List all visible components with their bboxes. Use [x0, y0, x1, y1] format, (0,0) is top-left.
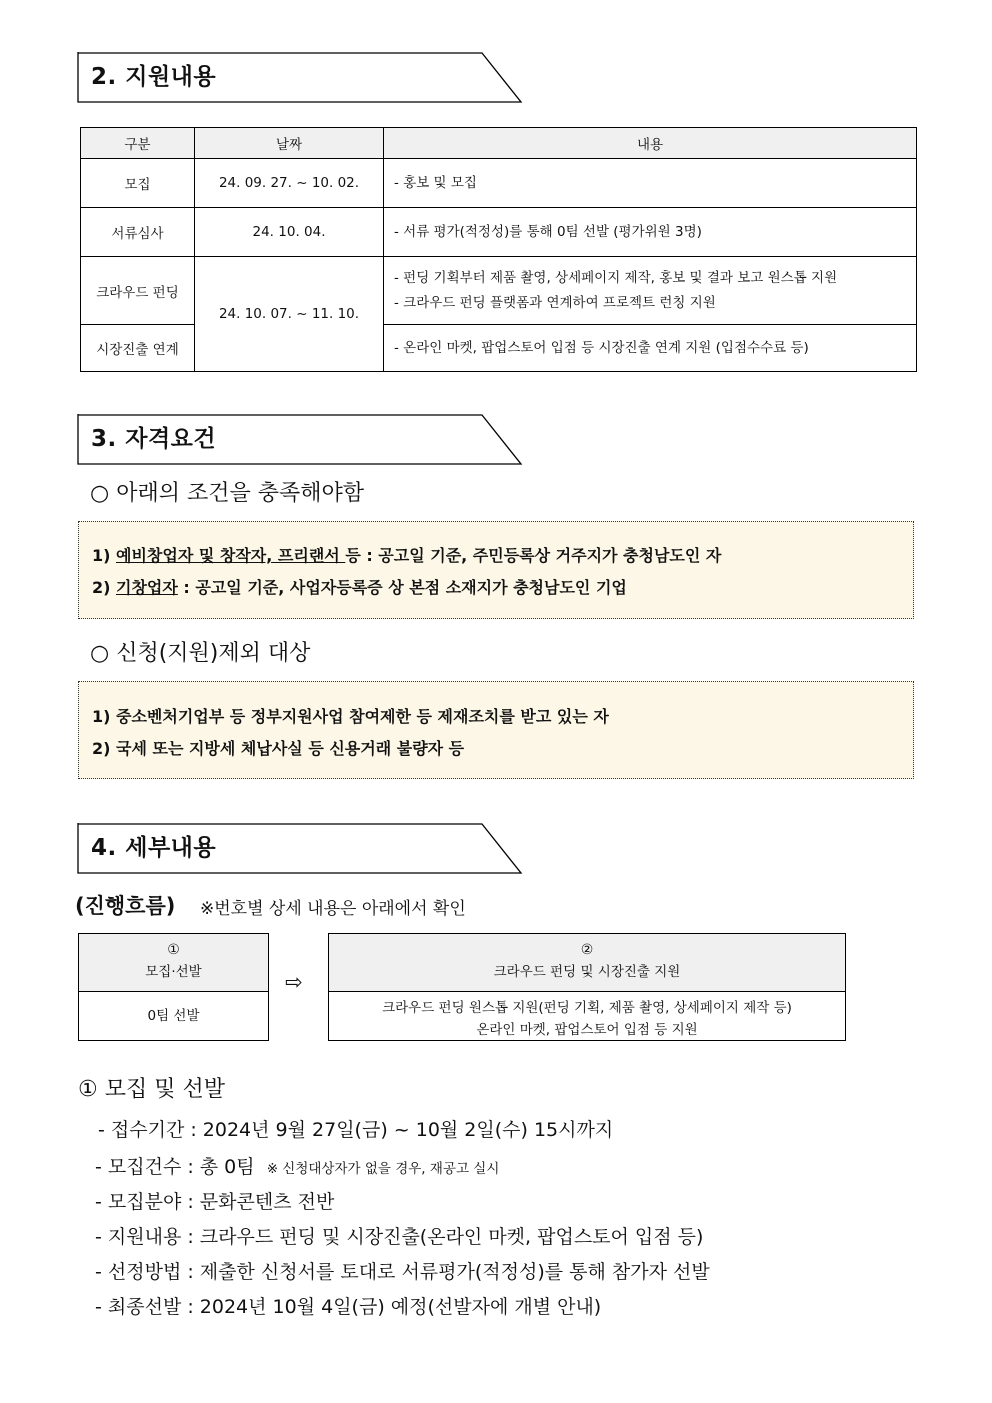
flow-step-header: [79, 934, 268, 992]
item-subject: 기창업자: [116, 578, 178, 597]
section-2-header: [77, 52, 522, 104]
exclusion-box: [78, 681, 914, 779]
step-body-line: 크라우드 펀딩 원스톱 지원(펀딩 기획, 제품 촬영, 상세페이지 제작 등): [382, 1000, 792, 1016]
condition-box: [78, 521, 914, 619]
cell-category: 시장진출 연계: [81, 325, 195, 372]
detail-item: - 선정방법 : 제출한 신청서를 토대로 서류평가(적정성)를 통해 참가자 선발: [95, 1261, 710, 1283]
cell-content: - 온라인 마켓, 팝업스토어 입점 등 시장진출 연계 지원 (입점수수료 등): [384, 325, 917, 372]
table-row: [81, 159, 917, 208]
cell-date: 24. 10. 04.: [195, 208, 384, 257]
header-content: 내용: [384, 128, 917, 159]
schedule-table: [80, 127, 917, 372]
flow-step-2: [328, 933, 846, 1041]
item-text: : 공고일 기준, 사업자등록증 상 본점 소재지가 충청남도인 기업: [177, 578, 627, 597]
header-date: 날짜: [195, 128, 384, 159]
table-row: [81, 208, 917, 257]
flow-label: (진행흐름): [75, 894, 176, 918]
cell-date: 24. 09. 27. ~ 10. 02.: [195, 159, 384, 208]
detail-item: - 모집분야 : 문화콘텐츠 전반: [95, 1191, 335, 1213]
flow-note: ※번호별 상세 내용은 아래에서 확인: [200, 899, 466, 919]
subsection-heading: ① 모집 및 선발: [78, 1077, 225, 1102]
section-3-header: [77, 414, 522, 466]
step-title: 크라우드 펀딩 및 시장진출 지원: [493, 964, 681, 980]
item-subject: 예비창업자 및 창작자, 프리랜서: [116, 546, 346, 565]
table-header-row: [81, 128, 917, 159]
cell-content: [384, 257, 917, 325]
arrow-right-icon: ⇨: [285, 970, 303, 994]
table-row: [81, 257, 917, 325]
detail-item: - 지원내용 : 크라우드 펀딩 및 시장진출(온라인 마켓, 팝업스토어 입점 등): [95, 1226, 704, 1248]
detail-note: ※ 신청대상자가 없을 경우, 재공고 실시: [266, 1161, 500, 1177]
content-line: - 크라우드 펀딩 플랫폼과 연계하여 프로젝트 런칭 지원: [394, 294, 716, 311]
cell-date: 24. 10. 07. ~ 11. 10.: [195, 257, 384, 372]
cell-content: - 홍보 및 모집: [384, 159, 917, 208]
flow-step-1: [78, 933, 269, 1041]
step-number: ②: [580, 942, 594, 958]
detail-item: [95, 1152, 499, 1179]
exclusion-heading: ○ 신청(지원)제외 대상: [90, 641, 311, 666]
step-body: 0팀 선발: [147, 1008, 200, 1024]
detail-item: - 접수기간 : 2024년 9월 27일(금) ~ 10월 2일(수) 15시까지: [98, 1119, 614, 1141]
section-title: 2. 지원내용: [91, 64, 217, 90]
item-text: 등 : 공고일 기준, 주민등록상 거주지가 충청남도인 자: [345, 546, 722, 565]
exclusion-item: 1) 중소벤처기업부 등 정부지원사업 참여제한 등 제재조치를 받고 있는 자: [92, 707, 609, 726]
condition-item: [92, 575, 627, 598]
content-line: - 펀딩 기획부터 제품 촬영, 상세페이지 제작, 홍보 및 결과 보고 원스톱 지원: [394, 269, 838, 286]
section-title: 4. 세부내용: [91, 835, 217, 861]
cell-category: 서류심사: [81, 208, 195, 257]
detail-label: - 모집건수 : 총 0팀: [95, 1156, 255, 1178]
item-number: 2): [92, 578, 117, 597]
condition-heading: ○ 아래의 조건을 충족해야함: [90, 481, 364, 506]
condition-item: [92, 543, 721, 566]
step-title: 모집·선발: [145, 964, 202, 980]
item-number: 1): [92, 546, 117, 565]
header-category: 구분: [81, 128, 195, 159]
cell-category: 모집: [81, 159, 195, 208]
flow-step-header: [329, 934, 845, 992]
detail-item: - 최종선발 : 2024년 10월 4일(금) 예정(선발자에 개별 안내): [95, 1296, 602, 1318]
step-body-line: 온라인 마켓, 팝업스토어 입점 등 지원: [476, 1022, 698, 1038]
section-title: 3. 자격요건: [91, 426, 217, 452]
step-number: ①: [167, 942, 180, 958]
cell-content: - 서류 평가(적정성)를 통해 0팀 선발 (평가위원 3명): [384, 208, 917, 257]
exclusion-item: 2) 국세 또는 지방세 체납사실 등 신용거래 불량자 등: [92, 739, 465, 758]
cell-category: 크라우드 펀딩: [81, 257, 195, 325]
section-4-header: [77, 823, 522, 875]
